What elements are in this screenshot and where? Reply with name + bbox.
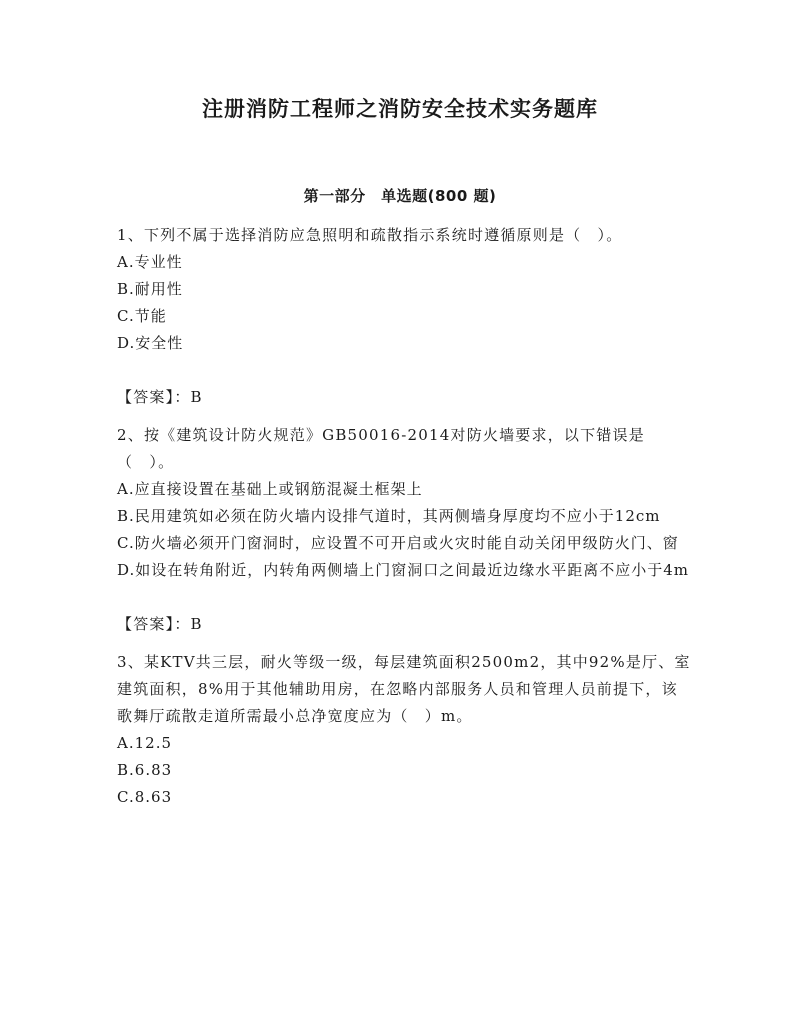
question-list: [117, 222, 692, 811]
option-c: C.节能: [117, 307, 167, 325]
option-b: B.6.83: [117, 761, 173, 779]
option-d: D.安全性: [117, 334, 184, 352]
question-2: [117, 422, 692, 638]
answer-line: [117, 611, 692, 638]
section-heading: 第一部分 单选题(800 题): [303, 187, 497, 205]
option-c: C.8.63: [117, 788, 173, 806]
document-title: 注册消防工程师之消防安全技术实务题库: [202, 97, 598, 121]
question-stem: 2、按《建筑设计防火规范》GB50016-2014对防火墙要求，以下错误是（ ）。: [117, 426, 645, 471]
answer-value: ：B: [174, 388, 203, 406]
question-stem: 1、下列不属于选择消防应急照明和疏散指示系统时遵循原则是（ ）。: [117, 226, 623, 244]
option-a: A.应直接设置在基础上或钢筋混凝土框架上: [117, 480, 423, 498]
question-3: [117, 649, 692, 811]
option-a: A.专业性: [117, 253, 183, 271]
option-b: B.民用建筑如必须在防火墙内设排气道时，其两侧墙身厚度均不应小于12cm: [117, 507, 661, 525]
question-stem: 3、某KTV共三层，耐火等级一级，每层建筑面积2500m2，其中92%是厅、室建筑面积，8%用于其他辅助用房，在忽略内部服务人员和管理人员前提下，该歌舞厅疏散走道所需最小总净宽度应为（ ）m。: [117, 653, 691, 725]
option-d: D.如设在转角附近，内转角两侧墙上门窗洞口之间最近边缘水平距离不应小于4m: [117, 561, 690, 579]
option-b: B.耐用性: [117, 280, 183, 298]
answer-value: ：B: [174, 615, 203, 633]
answer-label: 【答案】: [117, 388, 175, 406]
question-1: [117, 222, 692, 411]
option-c: C.防火墙必须开门窗洞时，应设置不可开启或火灾时能自动关闭甲级防火门、窗: [117, 534, 679, 552]
answer-label: 【答案】: [117, 615, 175, 633]
option-a: A.12.5: [117, 734, 172, 752]
answer-line: [117, 384, 692, 411]
